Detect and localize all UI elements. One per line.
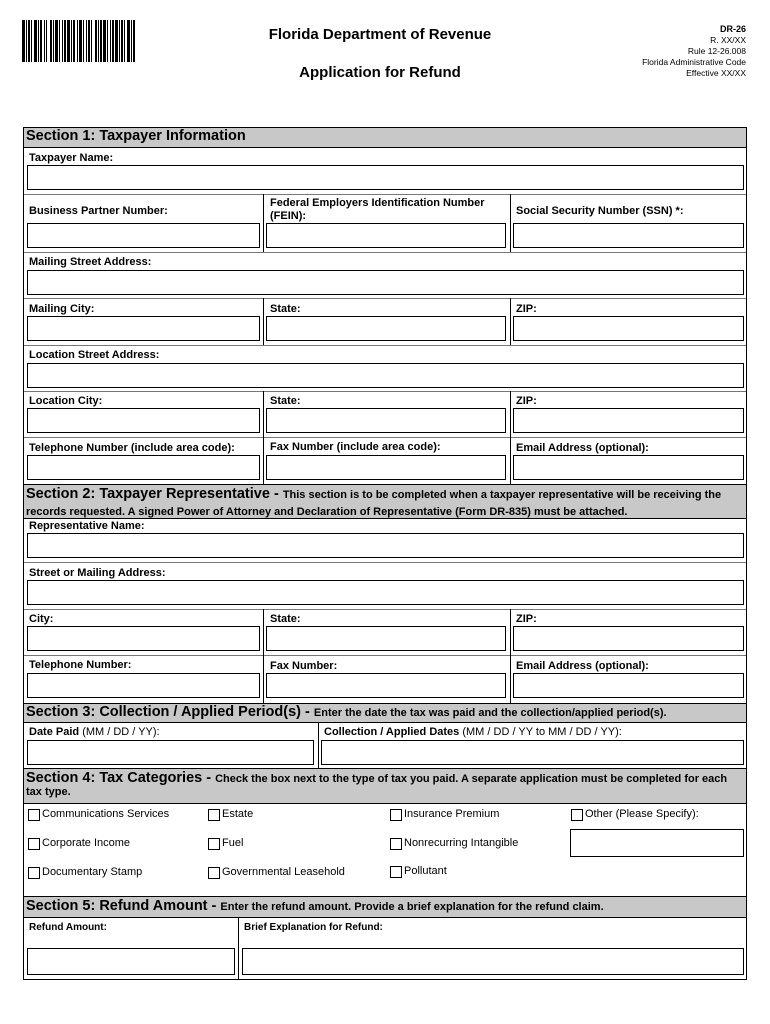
location-street-label: Location Street Address: [29,349,160,361]
section5-header [24,896,746,918]
documentary-stamp-label: Documentary Stamp [42,866,143,878]
documentary-stamp-checkbox[interactable] [28,867,40,879]
other-specify-input[interactable] [570,829,744,857]
refund-form [23,127,747,980]
explanation-label: Brief Explanation for Refund: [244,922,383,933]
business-partner-input[interactable] [27,223,260,248]
divider [318,723,319,768]
rep-state-label: State: [270,613,301,625]
nonrecurring-intangible-label: Nonrecurring Intangible [404,837,519,849]
form-number: DR-26 [719,24,746,34]
other-label: Other (Please Specify): [585,808,699,820]
divider [24,562,746,563]
divider [24,345,746,346]
refund-amount-label: Refund Amount: [29,922,107,933]
mailing-zip-input[interactable] [513,316,744,341]
divider [24,194,746,195]
mailing-city-label: Mailing City: [29,303,95,315]
fuel-checkbox[interactable] [208,838,220,850]
section3-header [24,703,746,723]
fax-input[interactable] [266,455,506,480]
governmental-leasehold-checkbox[interactable] [208,867,220,879]
fax-label: Fax Number (include area code): [270,441,441,453]
form-title: Application for Refund [299,64,461,81]
pollutant-label: Pollutant [404,865,447,877]
mailing-city-input[interactable] [27,316,260,341]
admin-code: Florida Administrative Code [642,57,746,67]
section3-note: Enter the date the tax was paid and the collection/applied period(s). [313,707,667,719]
ssn-label: Social Security Number (SSN) *: [516,205,684,217]
form-info [642,24,746,79]
section1-header [24,128,746,148]
rep-city-input[interactable] [27,626,260,651]
divider [24,609,746,610]
telephone-label: Telephone Number (include area code): [29,442,235,454]
corporate-income-checkbox[interactable] [28,838,40,850]
rep-street-label: Street or Mailing Address: [29,567,166,579]
date-paid-format: (MM / DD / YY): [79,726,160,738]
rep-fax-label: Fax Number: [270,660,338,672]
effective-date: Effective XX/XX [686,68,746,78]
date-paid-label [29,726,160,738]
section2-header [24,484,746,519]
date-paid-text: Date Paid [29,726,80,738]
mailing-street-input[interactable] [27,270,744,295]
rule: Rule 12-26.008 [687,46,746,56]
fuel-label: Fuel [222,837,244,849]
fein-label: Federal Employers Identification Number (FEIN): [270,197,485,222]
explanation-input[interactable] [242,948,744,975]
mailing-zip-label: ZIP: [516,303,537,315]
section4-note: Check the box next to the type of tax you paid. A separate application must be completed for each tax type. [26,773,728,798]
barcode [22,20,217,62]
section4-title: Section 4: Tax Categories - [26,770,216,786]
location-zip-label: ZIP: [516,395,537,407]
fein-input[interactable] [266,223,506,248]
taxpayer-name-input[interactable] [27,165,744,190]
rep-email-input[interactable] [513,673,744,698]
rep-state-input[interactable] [266,626,506,651]
divider [510,298,511,345]
divider [263,194,264,252]
other-checkbox[interactable] [571,809,583,821]
divider [263,655,264,703]
collection-dates-input[interactable] [321,740,744,765]
divider [24,655,746,656]
collection-dates-label [324,726,622,738]
mailing-state-input[interactable] [266,316,506,341]
divider [263,391,264,437]
rep-telephone-input[interactable] [27,673,260,698]
rep-zip-label: ZIP: [516,613,537,625]
section3-title: Section 3: Collection / Applied Period(s) - [26,704,314,720]
divider [263,437,264,484]
location-street-input[interactable] [27,363,744,388]
insurance-premium-label: Insurance Premium [404,808,500,820]
rep-street-input[interactable] [27,580,744,605]
location-state-input[interactable] [266,408,506,433]
collection-dates-format: (MM / DD / YY to MM / DD / YY): [459,726,622,738]
section2-title: Section 2: Taxpayer Representative - [26,486,283,502]
divider [24,391,746,392]
location-zip-input[interactable] [513,408,744,433]
divider [510,609,511,655]
estate-checkbox[interactable] [208,809,220,821]
taxpayer-name-label: Taxpayer Name: [29,152,114,164]
rep-name-label: Representative Name: [29,520,145,532]
section5-note: Enter the refund amount. Provide a brief explanation for the refund claim. [220,901,604,913]
email-input[interactable] [513,455,744,480]
business-partner-label: Business Partner Number: [29,205,168,217]
location-city-input[interactable] [27,408,260,433]
section2-note: This section is to be completed when a taxpayer representative will be receiving the records requested. A signed Power of Attorney and Declaration of Representative (Form DR-835) must be attached. [26,489,722,518]
divider [510,655,511,703]
section5-title: Section 5: Refund Amount - [26,898,221,914]
section4-header [24,768,746,804]
corporate-income-label: Corporate Income [42,837,131,849]
pollutant-checkbox[interactable] [390,866,402,878]
communications-services-checkbox[interactable] [28,809,40,821]
mailing-street-label: Mailing Street Address: [29,256,152,268]
divider [510,437,511,484]
email-label: Email Address (optional): [516,442,649,454]
rep-zip-input[interactable] [513,626,744,651]
revision: R. XX/XX [710,35,746,45]
divider [24,298,746,299]
insurance-premium-checkbox[interactable] [390,809,402,821]
date-paid-input[interactable] [27,740,314,765]
rep-name-input[interactable] [27,533,744,558]
location-city-label: Location City: [29,395,103,407]
divider [263,609,264,655]
estate-label: Estate [222,808,254,820]
mailing-state-label: State: [270,303,301,315]
section1-title: Section 1: Taxpayer Information [26,128,246,144]
rep-telephone-label: Telephone Number: [29,659,132,671]
divider [263,298,264,345]
rep-city-label: City: [29,613,54,625]
nonrecurring-intangible-checkbox[interactable] [390,838,402,850]
divider [510,391,511,437]
department-name: Florida Department of Revenue [268,26,492,43]
location-state-label: State: [270,395,301,407]
ssn-input[interactable] [513,223,744,248]
divider [238,918,239,980]
communications-services-label: Communications Services [42,808,170,820]
divider [24,437,746,438]
telephone-input[interactable] [27,455,260,480]
divider [510,194,511,252]
refund-amount-input[interactable] [27,948,235,975]
collection-dates-text: Collection / Applied Dates [324,726,460,738]
governmental-leasehold-label: Governmental Leasehold [222,866,345,878]
rep-email-label: Email Address (optional): [516,660,649,672]
rep-fax-input[interactable] [266,673,506,698]
divider [24,252,746,253]
